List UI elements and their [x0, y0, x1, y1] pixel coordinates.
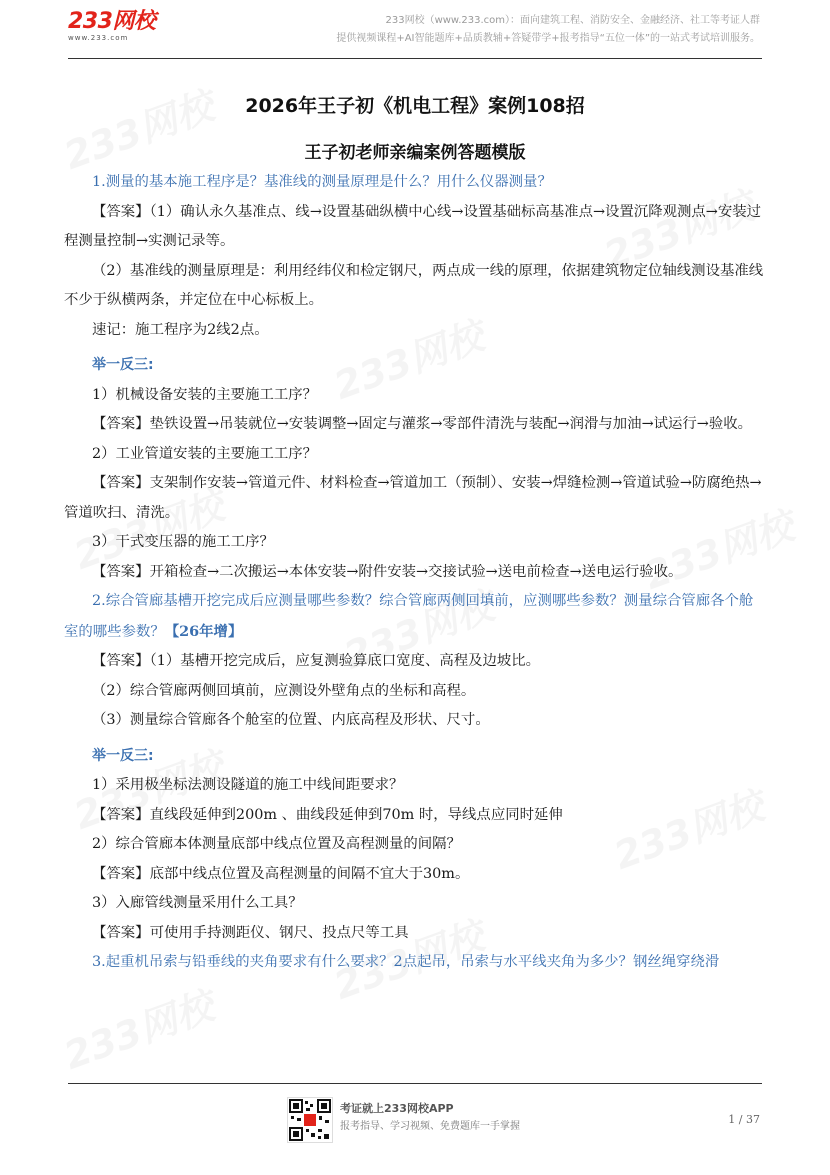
practice-2-answer-1: 【答案】直线段延伸到200m 、曲线段延伸到70m 时，导线点应同时延伸: [92, 806, 563, 823]
page-header: [0, 0, 830, 60]
section-heading-practice: 举一反三:: [92, 357, 154, 373]
answer-2-part-2: （2）综合管廊两侧回填前，应测设外壁角点的坐标和高程。: [92, 682, 476, 699]
footer-app-title: 考证就上233网校APP: [340, 1102, 454, 1115]
practice-1-answer-2: 【答案】支架制作安装→管道元件、材料检查→管道加工（预制）、安装→焊缝检测→管道试验→防腐绝热→管道吹扫、清洗。: [64, 475, 762, 521]
page-number: 1 / 37: [728, 1113, 760, 1126]
practice-1-answer-3: 【答案】开箱检查→二次搬运→本体安装→附件安装→交接试验→送电前检查→送电运行验收。: [92, 563, 683, 580]
question-1: 1.测量的基本施工程序是？基准线的测量原理是什么？用什么仪器测量？: [92, 174, 552, 190]
header-divider: [68, 58, 762, 59]
answer-1-part-1: 【答案】（1）确认永久基准点、线→设置基础纵横中心线→设置基础标高基准点→设置沉降观测点→安装过程测量控制→实测记录等。: [64, 203, 761, 249]
answer-2-part-3: （3）测量综合管廊各个舱室的位置、内底高程及形状、尺寸。: [92, 712, 490, 728]
answer-1-memo: 速记：施工程序为2线2点。: [92, 321, 269, 338]
footer-app-subtitle: 报考指导、学习视频、免费题库一手掌握: [340, 1121, 520, 1132]
logo-url: www.233.com: [68, 34, 129, 42]
practice-1-question-3: 3）干式变压器的施工工序？: [92, 534, 274, 550]
document-title: 2026年王子初《机电工程》案例108招: [245, 95, 585, 117]
practice-2-question-1: 1）采用极坐标法测设隧道的施工中线间距要求？: [92, 777, 404, 793]
practice-2-question-2: 2）综合管廊本体测量底部中线点位置及高程测量的间隔？: [92, 836, 461, 852]
header-info-line1: 233网校（www.233.com）：面向建筑工程、消防安全、金融经济、社工等考证人群: [385, 15, 760, 26]
footer-promo: [340, 1100, 520, 1136]
document-body: [64, 88, 766, 978]
document-subtitle: 王子初老师亲编案例答题模版: [304, 143, 526, 163]
practice-2-answer-3: 【答案】可使用手持测距仪、钢尺、投点尺等工具: [92, 924, 409, 941]
practice-1-answer-1: 【答案】垫铁设置→吊装就位→安装调整→固定与灌浆→零部件清洗与装配→润滑与加油→试运行→验收。: [92, 416, 753, 432]
logo-text: 233网校: [68, 9, 156, 34]
question-3: 3.起重机吊索与铅垂线的夹角要求有什么要求？2点起吊，吊索与水平线夹角为多少？钢丝绳穿绕滑: [92, 954, 720, 970]
section-heading-practice: 举一反三:: [92, 747, 154, 764]
practice-1-question-2: 2）工业管道安装的主要施工工序？: [92, 445, 318, 462]
question-2-text: 2.综合管廊基槽开挖完成后应测量哪些参数？综合管廊两侧回填前，应测哪些参数？测量综合管廊各个舱室的哪些参数？: [64, 593, 754, 640]
qr-code-icon[interactable]: [287, 1097, 333, 1143]
new-tag: 【26年增】: [164, 622, 243, 640]
practice-2-question-3: 3）入廊管线测量采用什么工具？: [92, 895, 303, 911]
header-info: [336, 12, 760, 48]
footer-divider: [68, 1083, 762, 1084]
answer-1-part-2: （2）基准线的测量原理是：利用经纬仪和检定钢尺，两点成一线的原理，依据建筑物定位轴线测设基准线不少于纵横两条，并定位在中心标板上。: [64, 262, 764, 308]
brand-logo[interactable]: [68, 10, 155, 42]
practice-2-answer-2: 【答案】底部中线点位置及高程测量的间隔不宜大于30m。: [92, 865, 470, 882]
question-2: [64, 587, 766, 647]
header-info-line2: 提供视频课程+AI智能题库+品质教辅+答疑带学+报考指导“五位一体”的一站式考试培训服务。: [336, 33, 760, 44]
practice-1-question-1: 1）机械设备安装的主要施工工序？: [92, 386, 318, 403]
watermark: [55, 975, 220, 1080]
answer-2-part-1: 【答案】（1）基槽开挖完成后，应复测验算底口宽度、高程及边坡比。: [92, 653, 541, 669]
